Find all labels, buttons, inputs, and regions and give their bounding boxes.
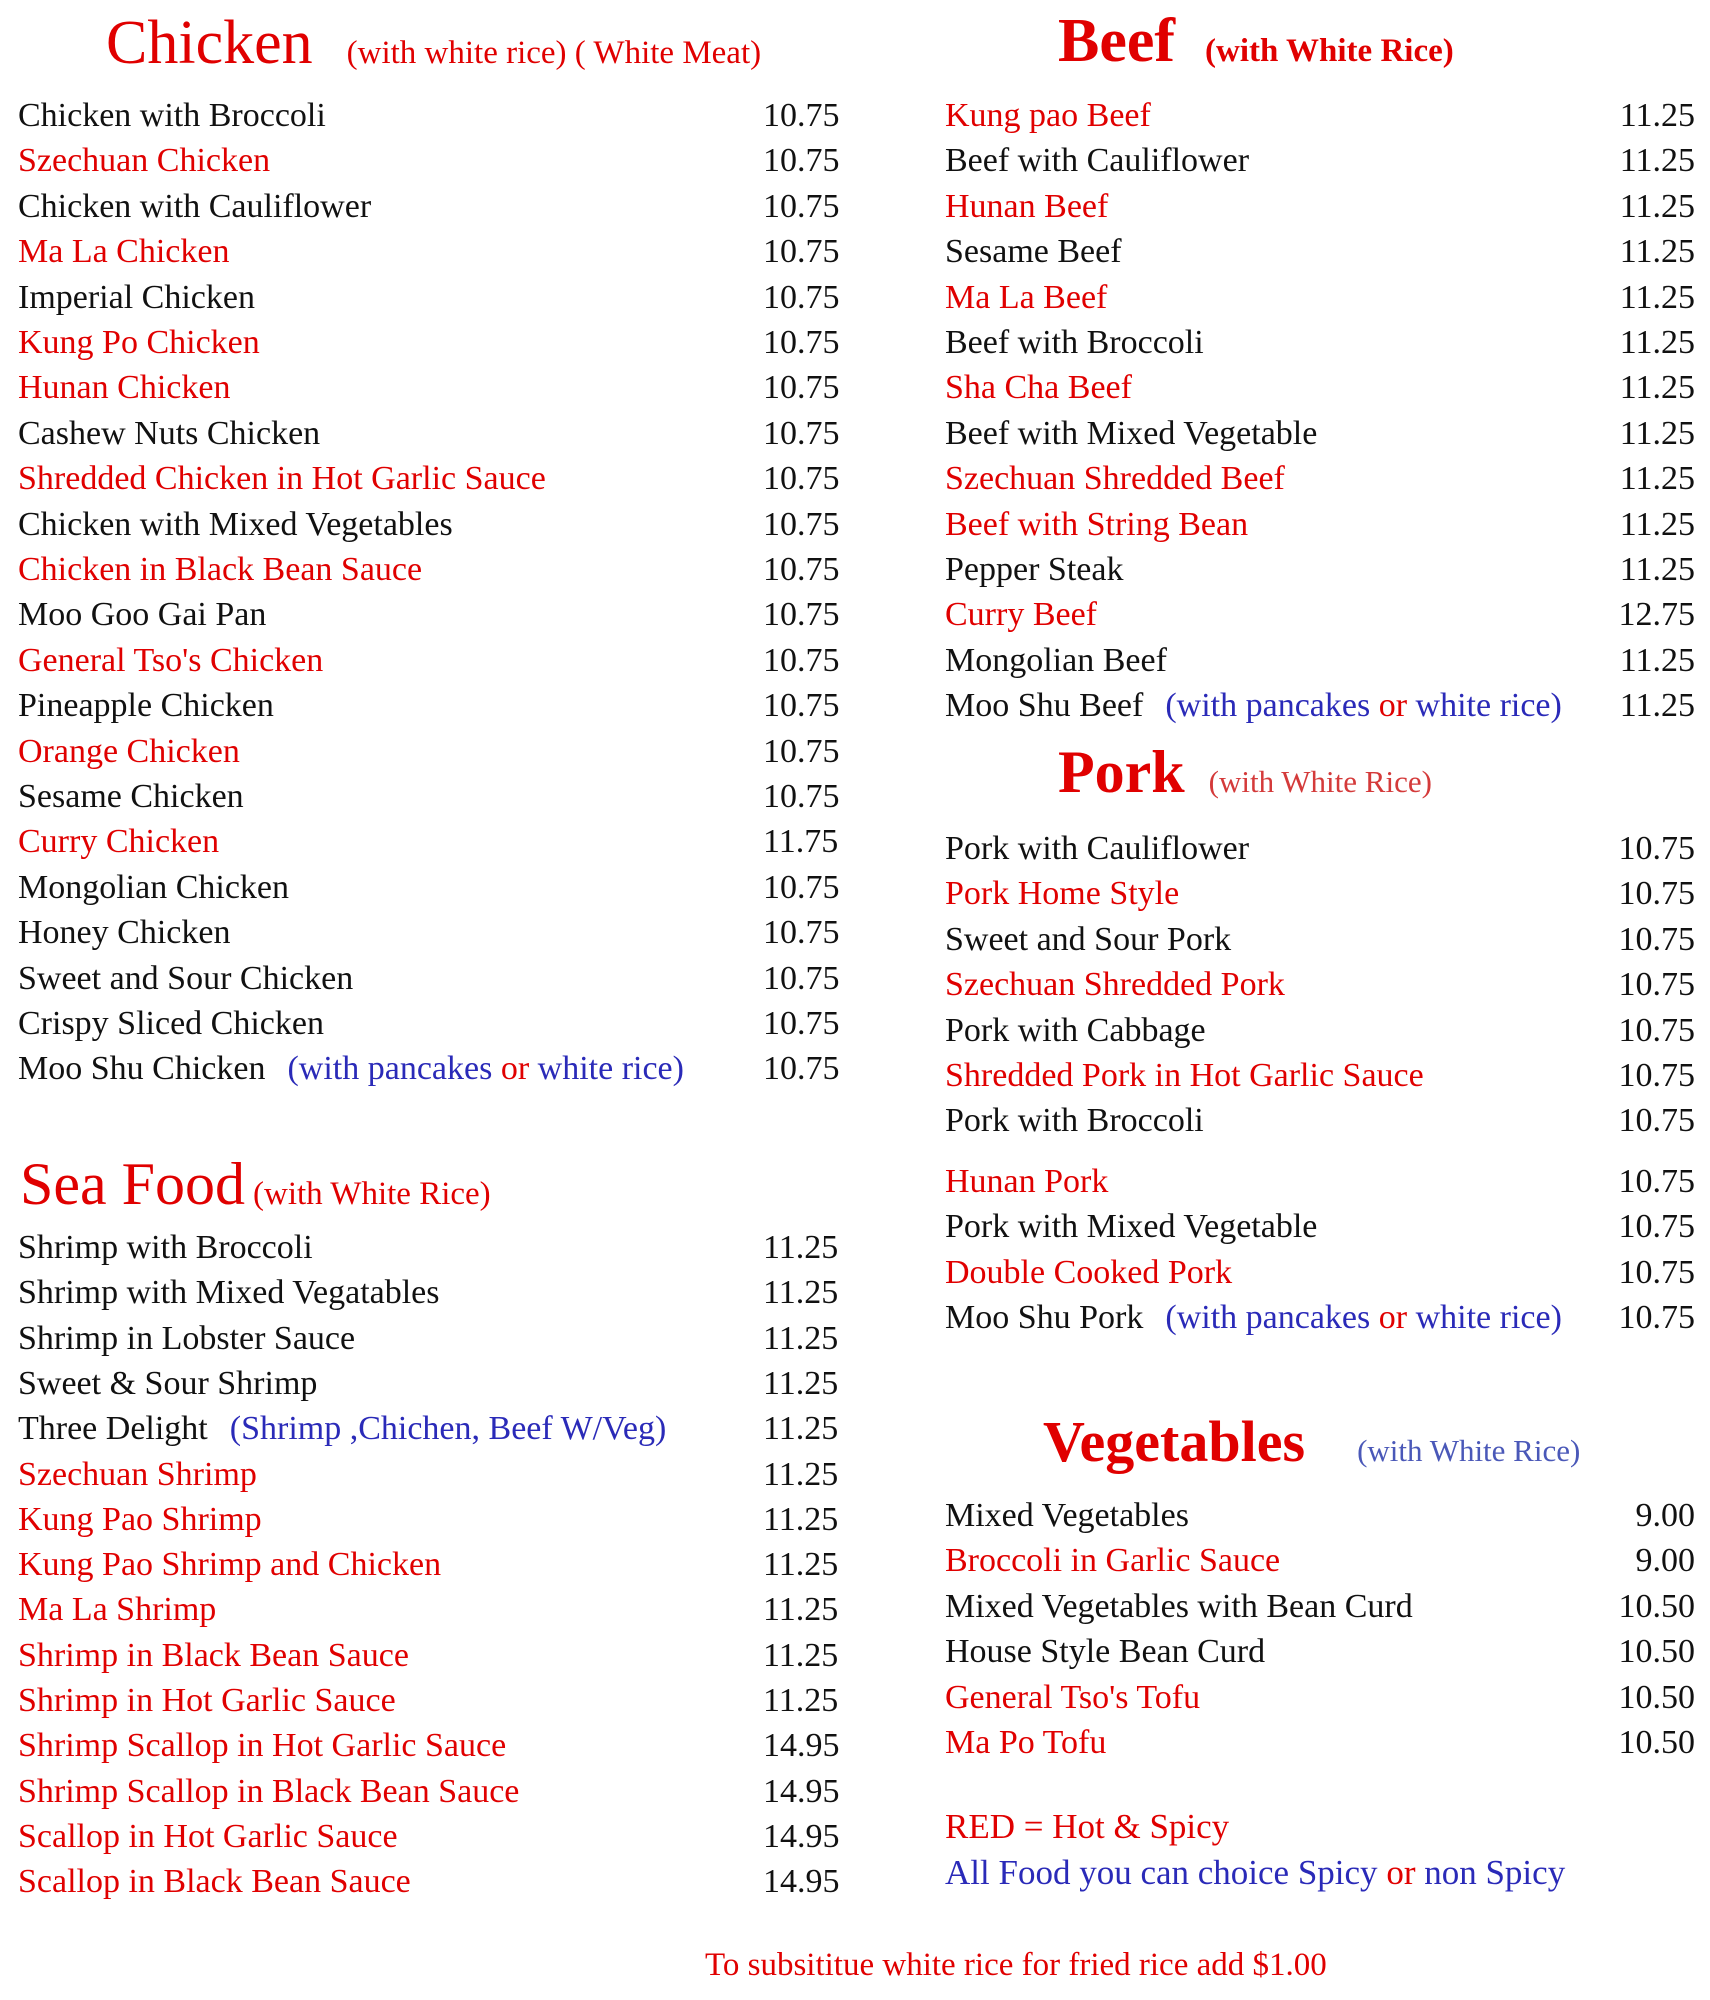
menu-item-name: Sha Cha Beef xyxy=(945,369,1132,407)
menu-item-name-text: Moo Shu Pork xyxy=(945,1299,1144,1336)
menu-item xyxy=(18,547,848,592)
menu-item-name-text: Moo Shu Chicken xyxy=(18,1050,266,1088)
menu-item-name: Beef with String Bean xyxy=(945,505,1249,543)
menu-item xyxy=(18,1046,848,1091)
menu-item-name: Double Cooked Pork xyxy=(945,1253,1233,1291)
menu-item-name-text: Moo Shu Beef xyxy=(945,687,1144,725)
menu-item-name: Imperial Chicken xyxy=(18,278,255,316)
menu-item-price: 10.75 xyxy=(763,369,840,407)
seafood-title: Sea Food xyxy=(20,1151,245,1217)
menu-item-price: 10.75 xyxy=(1618,1299,1695,1336)
menu-item-name: Pineapple Chicken xyxy=(18,687,274,725)
menu-item-price: 10.75 xyxy=(763,1005,840,1042)
menu-item xyxy=(945,138,1695,183)
spicy-choice-note xyxy=(945,1853,1565,1893)
menu-item-name: Hunan Beef xyxy=(945,187,1109,225)
menu-item xyxy=(18,1497,848,1542)
menu-item xyxy=(18,456,848,501)
menu-item-name: Kung Po Chicken xyxy=(18,324,260,361)
menu-item-name: Broccoli in Garlic Sauce xyxy=(945,1542,1281,1580)
menu-item-price: 11.25 xyxy=(1619,641,1695,679)
menu-item xyxy=(18,910,848,955)
menu-item xyxy=(945,1538,1695,1583)
menu-item-price: 11.75 xyxy=(763,823,839,861)
menu-item xyxy=(18,774,848,819)
menu-item xyxy=(945,1053,1695,1098)
menu-item-price: 10.75 xyxy=(763,187,840,225)
menu-item-note xyxy=(1165,687,1562,724)
menu-item-price: 14.95 xyxy=(763,1727,840,1765)
left-column xyxy=(18,0,848,1920)
menu-item-note-text: white rice) xyxy=(1415,1299,1562,1336)
menu-item-price: 10.75 xyxy=(763,505,840,543)
menu-item xyxy=(945,411,1695,456)
menu-item xyxy=(18,819,848,864)
menu-item-price: 10.50 xyxy=(1618,1633,1695,1671)
menu-item-price: 14.95 xyxy=(763,1863,840,1901)
menu-item-price: 11.25 xyxy=(763,1410,839,1448)
menu-item-name xyxy=(18,1406,666,1451)
menu-item xyxy=(945,184,1695,229)
menu-item xyxy=(18,1270,848,1315)
menu-item-note-or: or xyxy=(1378,687,1408,725)
chicken-note: (with white rice) ( White Meat) xyxy=(346,35,762,71)
menu-item xyxy=(18,1633,848,1678)
menu-item xyxy=(18,1406,848,1451)
menu-item-price: 11.25 xyxy=(763,1319,839,1357)
menu-item-price: 10.75 xyxy=(763,641,840,679)
vegetables-note: (with White Rice) xyxy=(1357,1433,1581,1468)
menu-item xyxy=(945,1493,1695,1538)
menu-item-name: Pepper Steak xyxy=(945,551,1124,588)
menu-item xyxy=(945,320,1695,365)
menu-item-name: Shrimp in Black Bean Sauce xyxy=(18,1636,409,1674)
menu-item xyxy=(18,956,848,1001)
fried-rice-note: To subsititue white rice for fried rice add $1.00 xyxy=(705,1947,1327,1983)
menu-item-price: 11.25 xyxy=(1619,414,1695,452)
menu-item-name: Szechuan Shredded Pork xyxy=(945,966,1285,1004)
beef-title: Beef xyxy=(1058,7,1176,75)
menu-item-name: Sesame Chicken xyxy=(18,778,244,815)
menu-item-price: 10.75 xyxy=(763,914,840,952)
menu-item-price: 11.25 xyxy=(763,1364,839,1402)
menu-item-price: 12.75 xyxy=(1618,596,1695,634)
menu-item-price: 11.25 xyxy=(1619,187,1695,225)
menu-item xyxy=(945,826,1695,871)
menu-item-name: Mongolian Chicken xyxy=(18,868,290,906)
legend-red-label: RED = Hot & Spicy xyxy=(945,1807,1230,1846)
menu-item-name xyxy=(945,1295,1562,1340)
menu-item-price: 11.25 xyxy=(1619,142,1695,180)
menu-item xyxy=(945,275,1695,320)
menu-item-name xyxy=(945,683,1562,728)
menu-item-note-or: or xyxy=(500,1050,530,1088)
menu-item-price: 11.25 xyxy=(763,1591,839,1629)
menu-item-price: 10.75 xyxy=(1618,875,1695,913)
menu-item xyxy=(945,1295,1695,1340)
menu-item-name: Hunan Chicken xyxy=(18,369,231,407)
menu-item-price: 10.75 xyxy=(1618,1057,1695,1094)
menu-item xyxy=(18,1225,848,1270)
menu-item-name: Mixed Vegetables xyxy=(945,1497,1189,1534)
menu-item-price: 10.50 xyxy=(1618,1587,1695,1625)
menu-item-note-text: (Shrimp ,Chichen, Beef W/Veg) xyxy=(229,1410,667,1448)
menu-item-note-or: or xyxy=(1378,1299,1408,1336)
seafood-note: (with White Rice) xyxy=(253,1176,491,1212)
menu-item-price: 10.75 xyxy=(763,959,840,997)
menu-item-name: Crispy Sliced Chicken xyxy=(18,1005,324,1042)
menu-item-name: Kung Pao Shrimp and Chicken xyxy=(18,1546,442,1584)
menu-item-price: 10.75 xyxy=(763,551,840,588)
menu-item-name: Pork Home Style xyxy=(945,875,1180,913)
menu-item-price: 10.75 xyxy=(1618,1253,1695,1291)
menu-item-name: Beef with Mixed Vegetable xyxy=(945,414,1318,452)
menu-item xyxy=(18,1452,848,1497)
menu-item-name xyxy=(18,1046,684,1091)
menu-item-name: Shrimp with Broccoli xyxy=(18,1229,313,1266)
menu-item xyxy=(18,683,848,728)
menu-item-price: 10.75 xyxy=(1618,1208,1695,1246)
menu-item-price: 10.50 xyxy=(1618,1678,1695,1716)
menu-item xyxy=(945,683,1695,728)
menu-item xyxy=(18,502,848,547)
menu-item xyxy=(18,320,848,365)
menu-item-note-text: white rice) xyxy=(1415,687,1562,725)
menu-item-price: 10.75 xyxy=(1618,1162,1695,1200)
menu-item xyxy=(18,1587,848,1632)
menu-item-price: 10.75 xyxy=(763,778,840,815)
menu-item-price: 11.25 xyxy=(1619,369,1695,407)
menu-item-price: 10.75 xyxy=(763,596,840,634)
beef-header xyxy=(1058,6,1454,77)
pork-header xyxy=(1058,738,1432,807)
right-column xyxy=(945,0,1695,1920)
menu-item xyxy=(945,638,1695,683)
menu-item-name: Pork with Cabbage xyxy=(945,1011,1206,1049)
chicken-header xyxy=(106,8,761,79)
menu-item-price: 10.75 xyxy=(763,732,840,770)
menu-item-name: Ma La Beef xyxy=(945,278,1108,316)
menu-item xyxy=(945,93,1695,138)
menu-item xyxy=(18,365,848,410)
menu-item xyxy=(945,547,1695,592)
menu-item xyxy=(945,1008,1695,1053)
menu-item-name: Kung Pao Shrimp xyxy=(18,1500,262,1538)
menu-item-name: Cashew Nuts Chicken xyxy=(18,414,321,452)
menu-item-price: 11.25 xyxy=(1619,97,1695,134)
menu-item-price: 14.95 xyxy=(763,1817,840,1855)
menu-item-name: Shrimp in Hot Garlic Sauce xyxy=(18,1682,396,1719)
menu-item xyxy=(18,592,848,637)
menu-item xyxy=(945,592,1695,637)
menu-item xyxy=(18,865,848,910)
menu-item-price: 11.25 xyxy=(763,1636,839,1674)
menu-item-price: 11.25 xyxy=(763,1682,839,1719)
menu-item-name: Chicken with Mixed Vegetables xyxy=(18,505,453,543)
menu-item xyxy=(945,1584,1695,1629)
menu-item-name: Honey Chicken xyxy=(18,914,231,952)
menu-item-note-text: (with pancakes xyxy=(287,1050,493,1088)
menu-item-price: 11.25 xyxy=(1619,324,1695,361)
menu-item xyxy=(18,1001,848,1046)
menu-item xyxy=(18,184,848,229)
menu-item-name: Mixed Vegetables with Bean Curd xyxy=(945,1587,1413,1625)
menu-item-name: Beef with Cauliflower xyxy=(945,142,1250,180)
menu-item-price: 10.75 xyxy=(1618,1102,1695,1140)
menu-item-note-text: (with pancakes xyxy=(1165,1299,1371,1336)
menu-item xyxy=(18,411,848,456)
menu-item-name: Shrimp with Mixed Vegatables xyxy=(18,1274,440,1312)
menu-item-name: Shrimp in Lobster Sauce xyxy=(18,1319,356,1357)
menu-item-price: 11.25 xyxy=(1619,551,1695,588)
menu-item xyxy=(945,871,1695,916)
menu-item-price: 11.25 xyxy=(1619,687,1695,725)
legend-choice-a: All Food you can choice Spicy xyxy=(945,1853,1378,1892)
menu-item-name: Shrimp Scallop in Hot Garlic Sauce xyxy=(18,1727,507,1765)
menu-item xyxy=(945,1098,1695,1143)
seafood-header xyxy=(20,1150,491,1219)
menu-item-price: 10.75 xyxy=(763,324,840,361)
menu-item-price: 11.25 xyxy=(1619,278,1695,316)
menu-item-price: 10.75 xyxy=(1618,920,1695,958)
menu-item-name: Szechuan Shredded Beef xyxy=(945,460,1285,498)
menu-item-name: Shredded Pork in Hot Garlic Sauce xyxy=(945,1057,1424,1094)
menu-item xyxy=(945,1720,1695,1765)
menu-item-name: Ma La Shrimp xyxy=(18,1591,217,1629)
menu-item-name: Pork with Broccoli xyxy=(945,1102,1204,1140)
menu-item xyxy=(18,1361,848,1406)
menu-item xyxy=(18,729,848,774)
menu-item xyxy=(945,1204,1695,1249)
pork-title: Pork xyxy=(1058,739,1185,805)
menu-item-price: 14.95 xyxy=(763,1772,840,1810)
menu-item-name: General Tso's Tofu xyxy=(945,1678,1201,1716)
menu-item-price: 11.25 xyxy=(763,1274,839,1312)
menu-item-price: 10.75 xyxy=(1618,1011,1695,1049)
menu-item-price: 11.25 xyxy=(1619,233,1695,271)
menu-item xyxy=(18,1814,848,1859)
menu-item xyxy=(945,502,1695,547)
menu-item-name: House Style Bean Curd xyxy=(945,1633,1266,1671)
legend-choice-b: non Spicy xyxy=(1424,1853,1566,1892)
menu-item-price: 10.50 xyxy=(1618,1724,1695,1761)
menu-item-price: 10.75 xyxy=(763,460,840,498)
menu-item-name: Sesame Beef xyxy=(945,233,1122,271)
menu-item-name: Curry Beef xyxy=(945,596,1098,634)
menu-item-price: 11.25 xyxy=(763,1455,839,1493)
menu-item-price: 11.25 xyxy=(763,1500,839,1538)
menu-item-name: Shrimp Scallop in Black Bean Sauce xyxy=(18,1772,520,1810)
menu-item xyxy=(18,1542,848,1587)
legend-choice-or: or xyxy=(1386,1853,1416,1892)
menu-item-price: 11.25 xyxy=(1619,460,1695,498)
beef-note: (with White Rice) xyxy=(1205,33,1454,69)
vegetables-title: Vegetables xyxy=(1043,1409,1306,1474)
menu-item-name: Ma La Chicken xyxy=(18,233,230,271)
menu-item-name: Mongolian Beef xyxy=(945,641,1167,679)
menu-item-name: Scallop in Black Bean Sauce xyxy=(18,1863,411,1901)
menu-item-price: 10.75 xyxy=(763,142,840,180)
menu-item-price: 10.75 xyxy=(763,1050,840,1088)
menu-item xyxy=(945,1250,1695,1295)
menu-item-name: Beef with Broccoli xyxy=(945,324,1204,361)
menu-item-name: Chicken in Black Bean Sauce xyxy=(18,551,423,588)
menu-item-name: Curry Chicken xyxy=(18,823,220,861)
chicken-title: Chicken xyxy=(106,9,313,77)
menu-item-price: 9.00 xyxy=(1635,1542,1695,1580)
menu-item xyxy=(945,1675,1695,1720)
menu-item-price: 10.75 xyxy=(1618,830,1695,867)
menu-item-name: Ma Po Tofu xyxy=(945,1724,1107,1761)
menu-item-name: General Tso's Chicken xyxy=(18,641,324,679)
menu-item xyxy=(945,229,1695,274)
menu-item-note xyxy=(287,1050,684,1087)
menu-item-name: Kung pao Beef xyxy=(945,97,1151,134)
menu-item-note xyxy=(1165,1299,1562,1336)
menu-item xyxy=(945,456,1695,501)
menu-item-name: Pork with Mixed Vegetable xyxy=(945,1208,1318,1246)
menu-item-note-text: (with pancakes xyxy=(1165,687,1371,725)
menu-item-price: 10.75 xyxy=(763,868,840,906)
menu-item xyxy=(18,93,848,138)
menu-item xyxy=(18,1678,848,1723)
pork-note: (with White Rice) xyxy=(1208,764,1432,799)
menu-item-name: Moo Goo Gai Pan xyxy=(18,596,267,634)
menu-item xyxy=(18,138,848,183)
menu-item-name: Scallop in Hot Garlic Sauce xyxy=(18,1817,398,1855)
menu-item-name: Hunan Pork xyxy=(945,1162,1109,1200)
spicy-legend xyxy=(945,1807,1229,1847)
menu-item xyxy=(945,365,1695,410)
menu-item-price: 10.75 xyxy=(763,687,840,725)
menu-item-name: Chicken with Broccoli xyxy=(18,97,326,134)
menu-item xyxy=(18,1769,848,1814)
menu-item-name: Sweet and Sour Pork xyxy=(945,920,1232,958)
menu-item-name: Pork with Cauliflower xyxy=(945,830,1250,867)
menu-item-price: 11.25 xyxy=(763,1229,839,1266)
menu-item xyxy=(945,1159,1695,1204)
menu-item xyxy=(18,275,848,320)
menu-item-price: 10.75 xyxy=(763,97,840,134)
menu-item xyxy=(18,1723,848,1768)
menu-item-price: 11.25 xyxy=(763,1546,839,1584)
menu-item-name: Shredded Chicken in Hot Garlic Sauce xyxy=(18,460,546,498)
menu-item-price: 9.00 xyxy=(1635,1497,1695,1534)
menu-item xyxy=(945,1629,1695,1674)
menu-item-name: Orange Chicken xyxy=(18,732,240,770)
menu-item-name: Szechuan Shrimp xyxy=(18,1455,257,1493)
menu-item-price: 10.75 xyxy=(763,414,840,452)
menu-item-note xyxy=(230,1410,667,1447)
menu-item-name-text: Three Delight xyxy=(18,1410,208,1448)
vegetables-header xyxy=(1043,1408,1580,1475)
menu-item-price: 10.75 xyxy=(763,278,840,316)
menu-item-name: Szechuan Chicken xyxy=(18,142,271,180)
menu-item xyxy=(18,229,848,274)
menu-item-name: Sweet & Sour Shrimp xyxy=(18,1364,318,1402)
menu-item-name: Sweet and Sour Chicken xyxy=(18,959,354,997)
menu-item-price: 10.75 xyxy=(1618,966,1695,1004)
menu-item-note-text: white rice) xyxy=(537,1050,684,1088)
menu-item xyxy=(18,1859,848,1904)
menu-item xyxy=(945,962,1695,1007)
menu-item-price: 11.25 xyxy=(1619,505,1695,543)
menu-item-price: 10.75 xyxy=(763,233,840,271)
menu-item-name: Chicken with Cauliflower xyxy=(18,187,372,225)
menu-item xyxy=(18,638,848,683)
menu-item xyxy=(18,1316,848,1361)
menu-item xyxy=(945,917,1695,962)
